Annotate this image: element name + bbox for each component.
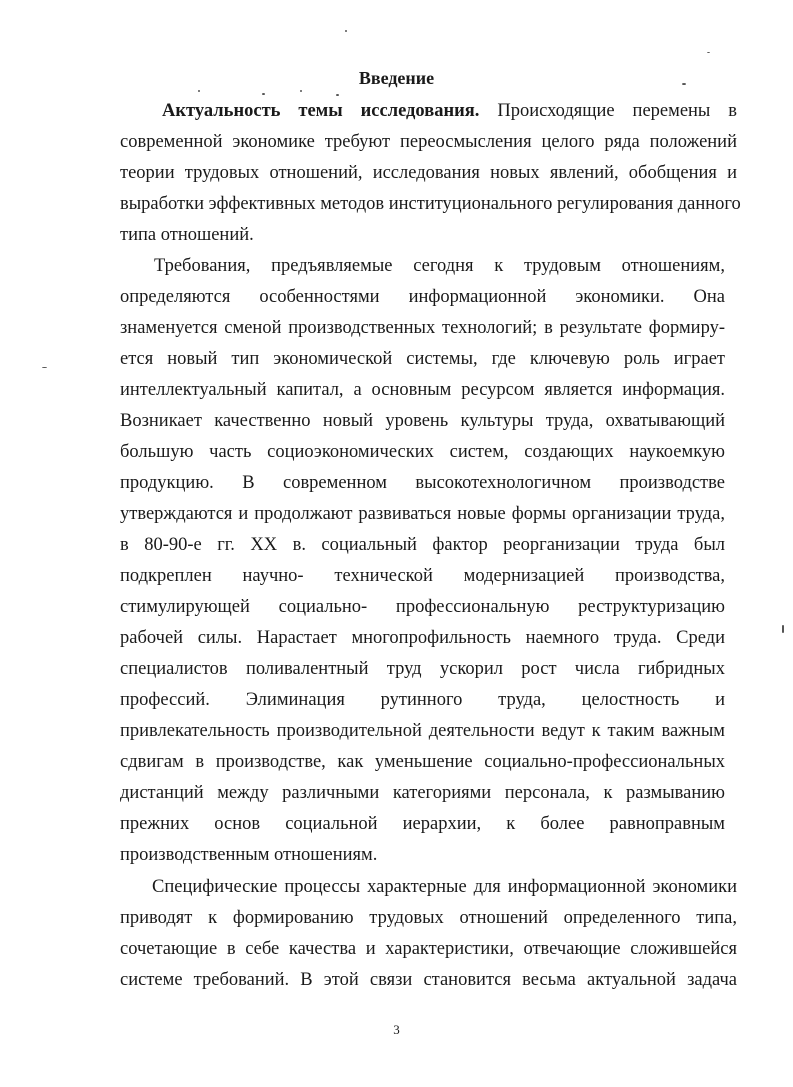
paragraph-line: сдвигам в производстве, как уменьшение социально-профессиональных <box>120 752 725 772</box>
scan-speck <box>336 94 339 96</box>
scan-speck <box>198 90 200 92</box>
paragraph-line: утверждаются и продолжают развиваться новые формы организации труда, <box>120 504 725 524</box>
paragraph-line: дистанций между различными категориями персонала, к размыванию <box>120 783 725 803</box>
paragraph-1 <box>120 96 741 251</box>
paragraph-line: производственным отношениям. <box>120 845 378 865</box>
page-title: Введение <box>358 68 435 88</box>
scan-speck <box>782 625 784 633</box>
paragraph-line: прежних основ социальной иерархии, к более равноправным <box>120 814 725 834</box>
paragraph-line: специалистов поливалентный труд ускорил рост числа гибридных <box>120 659 725 679</box>
paragraph-line: ется новый тип экономической системы, где ключевую роль играет <box>120 349 725 369</box>
scan-speck <box>300 90 302 92</box>
paragraph-line: подкреплен научно- технической модернизацией производства, <box>120 566 725 586</box>
paragraph-2 <box>120 251 725 871</box>
scan-speck <box>42 367 47 368</box>
paragraph-line: Требования, предъявляемые сегодня к трудовым отношениям, <box>154 256 725 276</box>
paragraph-line: Специфические процессы характерные для информационной экономики <box>152 877 737 897</box>
paragraph-line: большую часть социоэкономических систем, создающих наукоемкую <box>120 442 725 462</box>
section-lead: Актуальность темы исследования. <box>162 101 480 121</box>
paragraph-3 <box>120 872 737 996</box>
paragraph-line: системе требований. В этой связи становится весьма актуальной задача <box>120 970 737 990</box>
paragraph-line: Возникает качественно новый уровень культуры труда, охватывающий <box>120 411 725 431</box>
paragraph-line: приводят к формированию трудовых отношений определенного типа, <box>120 908 737 928</box>
scan-speck <box>345 30 347 32</box>
paragraph-line: современной экономике требуют переосмысления целого ряда положений <box>120 132 737 152</box>
paragraph-line: привлекательность производительной деятельности ведут к таким важным <box>120 721 725 741</box>
paragraph-line: теории трудовых отношений, исследования новых явлений, обобщения и <box>120 163 737 183</box>
paragraph-line: выработки эффективных методов институционального регулирования данного <box>120 194 741 214</box>
paragraph-line: знаменуется сменой производственных технологий; в результате формиру- <box>120 318 725 338</box>
paragraph-line: в 80-90-е гг. XX в. социальный фактор реорганизации труда был <box>120 535 725 555</box>
paragraph-line: определяются особенностями информационной экономики. Она <box>120 287 725 307</box>
paragraph-line: сочетающие в себе качества и характеристики, отвечающие сложившейся <box>120 939 737 959</box>
scan-speck <box>707 52 710 53</box>
paragraph-line: профессий. Элиминация рутинного труда, целостность и <box>120 690 725 710</box>
paragraph-line: стимулирующей социально- профессиональную реструктуризацию <box>120 597 725 617</box>
paragraph-line: продукцию. В современном высокотехнологичном производстве <box>120 473 725 493</box>
scan-speck <box>682 83 686 85</box>
paragraph-line: типа отношений. <box>120 225 254 245</box>
paragraph-line: рабочей силы. Нарастает многопрофильность наемного труда. Среди <box>120 628 725 648</box>
paragraph-line: Актуальность темы исследования. Происходящие перемены в <box>162 101 738 121</box>
paragraph-line: интеллектуальный капитал, а основным ресурсом является информация. <box>120 380 725 400</box>
scan-speck <box>262 93 265 95</box>
page-number: 3 <box>393 1022 400 1037</box>
